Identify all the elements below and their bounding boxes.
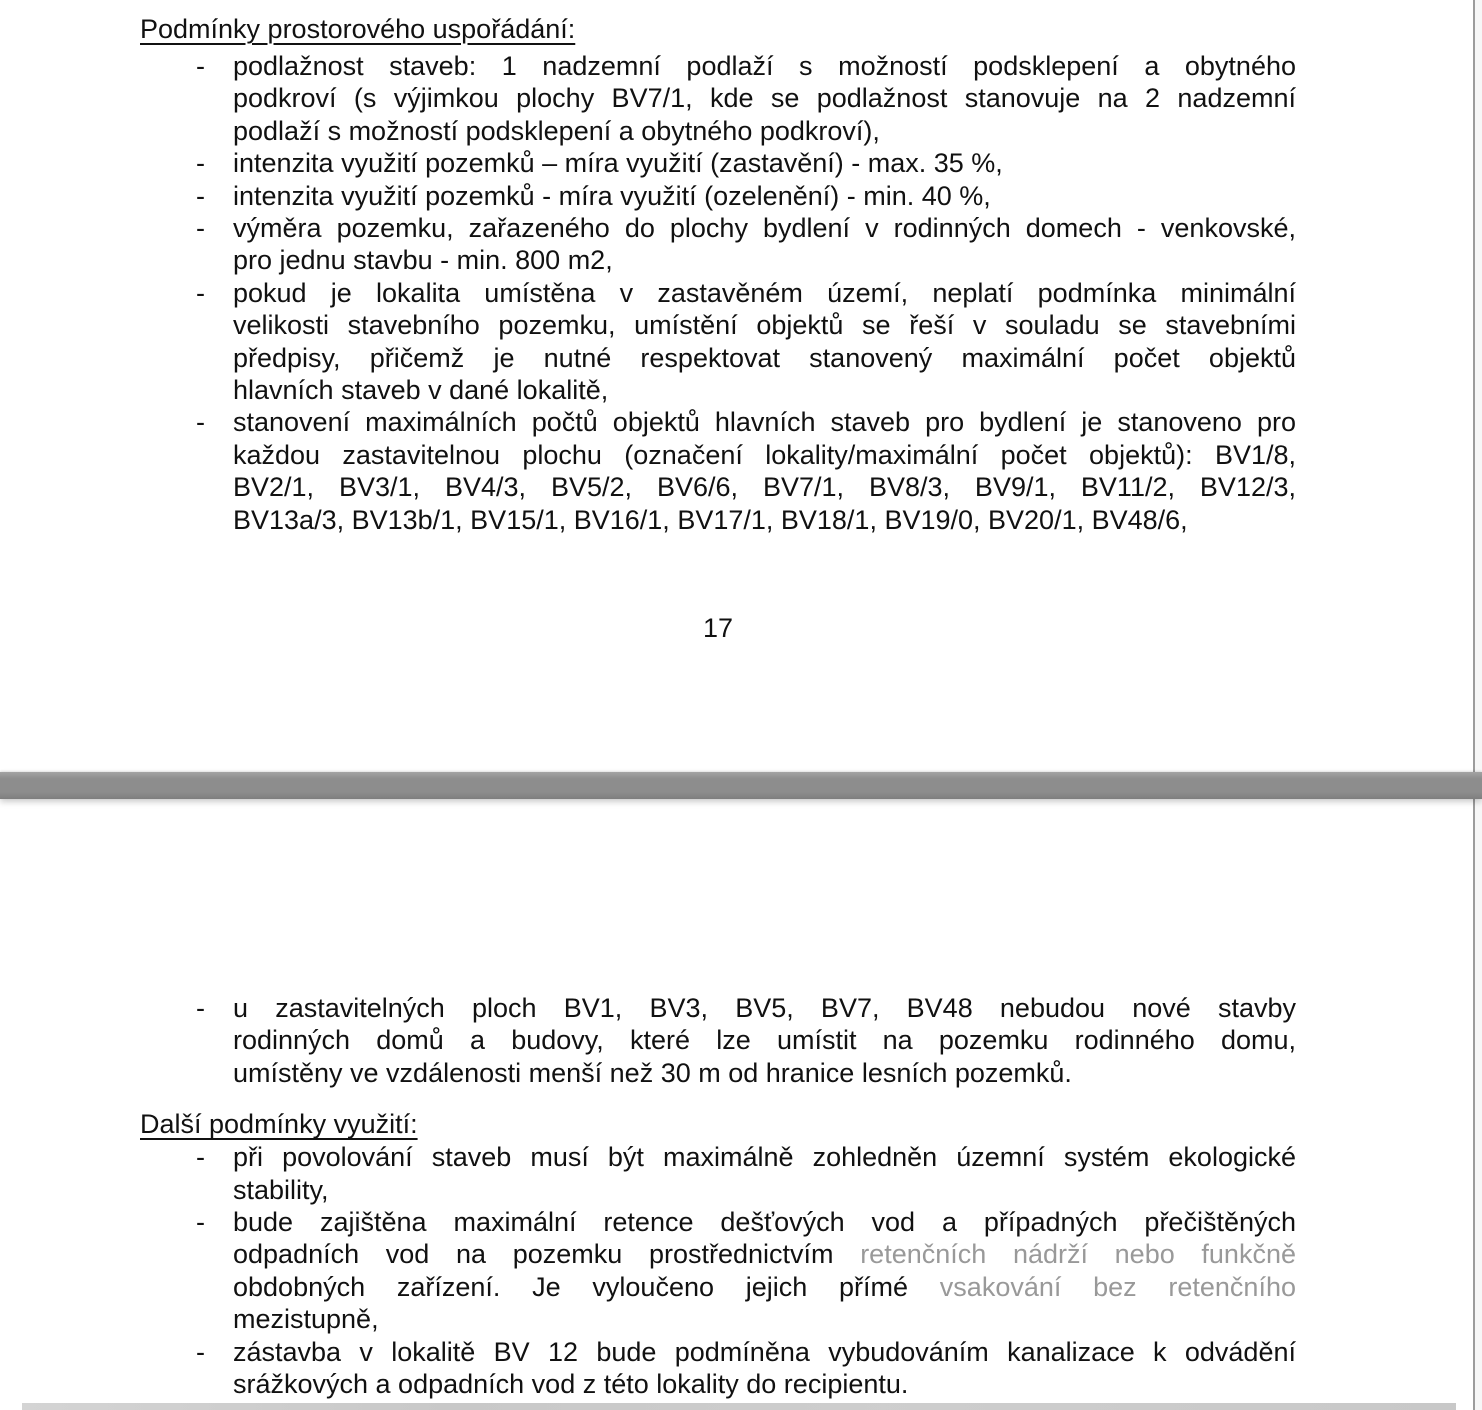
bullet-dash: - bbox=[196, 148, 205, 179]
bullet-list-other-conditions bbox=[140, 1141, 1296, 1400]
list-item-text: při povolování staveb musí být maximálně zohledněn územní systém ekologické stability, bbox=[233, 1142, 1296, 1205]
bullet-dash: - bbox=[196, 1336, 205, 1367]
list-item-text: pokud je lokalita umístěna v zastavěném území, neplatí podmínka minimální velikosti stavebního pozemku, umístění objektů se řeší v souladu se stavebními předpisy, přičemž je nutné respektovat stanovený maximální počet objektů hlavních staveb v dané lokalitě, bbox=[233, 277, 1296, 406]
list-item-text: podlažnost staveb: 1 nadzemní podlaží s možností podsklepení a obytného podkroví (s výjimkou plochy BV7/1, kde se podlažnost stanovuje na 2 nadzemní podlaží s možností podsklepení a obytného podkroví), bbox=[233, 51, 1296, 146]
list-item-text: u zastavitelných ploch BV1, BV3, BV5, BV7, BV48 nebudou nové stavby rodinných domů a budovy, které lze umístit na pozemku rodinného domu, umístěny ve vzdálenosti menší než 30 m od hranice lesních pozemků. bbox=[233, 993, 1296, 1088]
page-separator-bar bbox=[0, 772, 1482, 799]
document-page-2 bbox=[140, 978, 1296, 1400]
list-item-text: intenzita využití pozemků - míra využití (ozelenění) - min. 40 %, bbox=[233, 180, 991, 211]
bullet-dash: - bbox=[196, 180, 205, 211]
bullet-dash: - bbox=[196, 1142, 205, 1173]
document-page-1 bbox=[140, 13, 1296, 536]
bullet-list-spatial-conditions-continued bbox=[140, 992, 1296, 1089]
list-item bbox=[140, 406, 1296, 536]
list-item bbox=[140, 1141, 1296, 1206]
list-item bbox=[140, 147, 1296, 179]
list-item bbox=[140, 180, 1296, 212]
bullet-dash: - bbox=[196, 993, 205, 1023]
bullet-dash: - bbox=[196, 1207, 205, 1238]
list-item-text: zástavba v lokalitě BV 12 bude podmíněna vybudováním kanalizace k odvádění srážkových a odpadních vod z této lokality do recipientu. bbox=[233, 1336, 1296, 1400]
bullet-list-spatial-conditions bbox=[140, 50, 1296, 536]
page-number: 17 bbox=[702, 613, 734, 643]
list-item bbox=[140, 277, 1296, 407]
viewer-gutter bbox=[1475, 0, 1482, 1410]
section-heading-spatial-conditions: Podmínky prostorového uspořádání: bbox=[140, 14, 576, 44]
list-item bbox=[140, 212, 1296, 277]
bullet-dash: - bbox=[196, 51, 205, 81]
bullet-dash: - bbox=[196, 277, 205, 308]
list-item bbox=[140, 50, 1296, 147]
bullet-dash: - bbox=[196, 407, 205, 438]
list-item-text: výměra pozemku, zařazeného do plochy bydlení v rodinných domech - venkovské, pro jednu stavbu - min. 800 m2, bbox=[233, 213, 1296, 276]
list-item bbox=[140, 1206, 1296, 1336]
list-item-text: stanovení maximálních počtů objektů hlavních staveb pro bydlení je stanoveno pro každou zastavitelnou plochu (označení lokality/maximální počet objektů): BV1/8, BV2/1, BV3/1, BV4/3, BV5/2, BV6/6, BV7/1, BV8/3, BV9/1, BV11/2, BV12/3, BV13a/3, BV13b/1, BV15/1, BV16/1, BV17/1, BV18/1, BV19/0, BV20/1, BV48/6, bbox=[233, 407, 1296, 535]
list-item bbox=[140, 992, 1296, 1089]
cut-off-text-band bbox=[22, 1403, 1456, 1410]
list-item-text: bude zajištěna maximální retence dešťových vod a případných přečištěných odpadních vod na pozemku prostřednictvím retenčních nádrží nebo funkčně obdobných zařízení. Je vyloučeno jejich přímé vsakování bez retenčního mezistupně, bbox=[233, 1207, 1296, 1335]
bullet-dash: - bbox=[196, 213, 205, 244]
list-item bbox=[140, 1336, 1296, 1401]
section-heading-other-conditions: Další podmínky využití: bbox=[140, 1109, 418, 1140]
list-item-text: intenzita využití pozemků – míra využití (zastavění) - max. 35 %, bbox=[233, 148, 1003, 179]
